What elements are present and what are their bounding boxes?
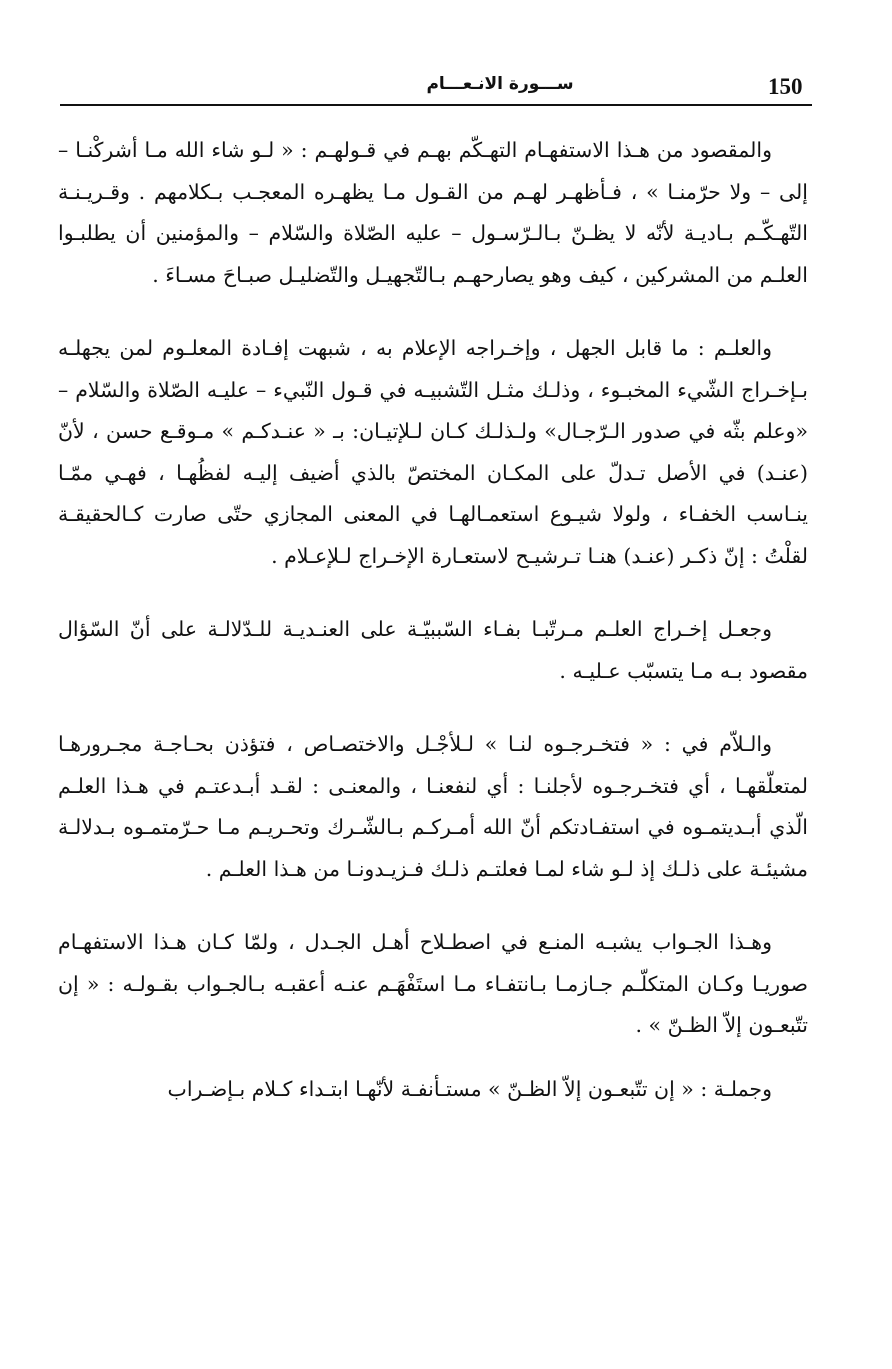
paragraph-4: والـلاّم في : « فتخـرجـوه لنـا » لـلأجْـل والاختصـاص ، فتؤذن بحـاجـة مجـرورهـا لمتعلّقهـا ، أي فتخـرجـوه لأجلنـا : أي لنفعنـا ، والمعنـى : لقـد أبـدعتـم في هـذا العلـم الّذي أبـديتمـوه في استفـادتكم أنّ الله أمـركـم بـالشّـرك وتحـريـم مـا حـرّمتمـوه بـدلالـة مشيئـة على ذلـك إذ لـو شاء لمـا فعلتـم ذلـك فـزيـدونـا من هـذا العلـم . bbox=[58, 732, 808, 881]
page-number: 150 bbox=[768, 74, 803, 99]
paragraph-5: وهـذا الجـواب يشبـه المنـع في اصطـلاح أهـل الجـدل ، ولمّا كـان هـذا الاستفهـام صوريـا وكـان المتكلّـم جـازمـا بـانتفـاء مـا استَفْهَـم عنـه أعقبـه بـالجـواب بقـولـه : « إن تتّبعـون إلاّ الظـنّ » . bbox=[58, 930, 808, 1037]
header-rule bbox=[60, 104, 812, 106]
running-title: ســـورة الانـعـــام bbox=[426, 74, 574, 94]
page-header bbox=[60, 60, 812, 110]
paragraph-2: والعلـم : ما قابل الجهل ، وإخـراجه الإعلام به ، شبهت إفـادة المعلـوم لمن يجهلـه بـإخـراج الشّيء المخبـوء ، وذلـك مثـل التّشبيـه في قـول النّبيء – عليـه الصّلاة والسّلام – «وعلم بثّه في صدور الـرّجـال» ولـذلـك كـان لـلإتيـان: بـ « عنـدكـم » مـوقـع حسن ، لأنّ (عنـد) في الأصل تـدلّ على المكـان المختصّ بالذي أضيف إليـه لفظُهـا ، فهـي ممّـا ينـاسب الخفـاء ، ولولا شيـوع استعمـالهـا في المعنى المجازي حتّى صارت كـالحقيقـة لقلْتُ : إنّ ذكـر (عنـد) هنـا تـرشيـح لاستعـارة الإخـراج لـلإعـلام . bbox=[58, 336, 808, 568]
page-body bbox=[58, 130, 808, 1110]
paragraph-3: وجعـل إخـراج العلـم مـرتّبـا بفـاء السّببيّـة على العنـديـة للـدّلالـة على أنّ السّؤال مقصود بـه مـا يتسبّب عـليـه . bbox=[58, 617, 808, 683]
paragraph-6: وجملـة : « إن تتّبعـون إلاّ الظـنّ » مستـأنفـة لأنّهـا ابتـداء كـلام بـإضـراب bbox=[167, 1076, 772, 1101]
paragraph-1: والمقصود من هـذا الاستفهـام التهـكّم بهـم في قـولهـم : « لـو شاء الله مـا أشركْنـا – إلى – ولا حرّمنـا » ، فـأظهـر لهـم من القـول مـا يظهـره المعجـب بـكلامهم . وقـريـنـة التّهـكّـم بـاديـة لأنّه لا يظـنّ بـالـرّسـول – عليه الصّلاة والسّلام – والمؤمنين أن يطلبـوا العلـم من المشركين ، كيف وهو يصارحهـم بـالتّجهيـل والتّضليـل صبـاحَ مسـاءَ . bbox=[58, 138, 808, 287]
